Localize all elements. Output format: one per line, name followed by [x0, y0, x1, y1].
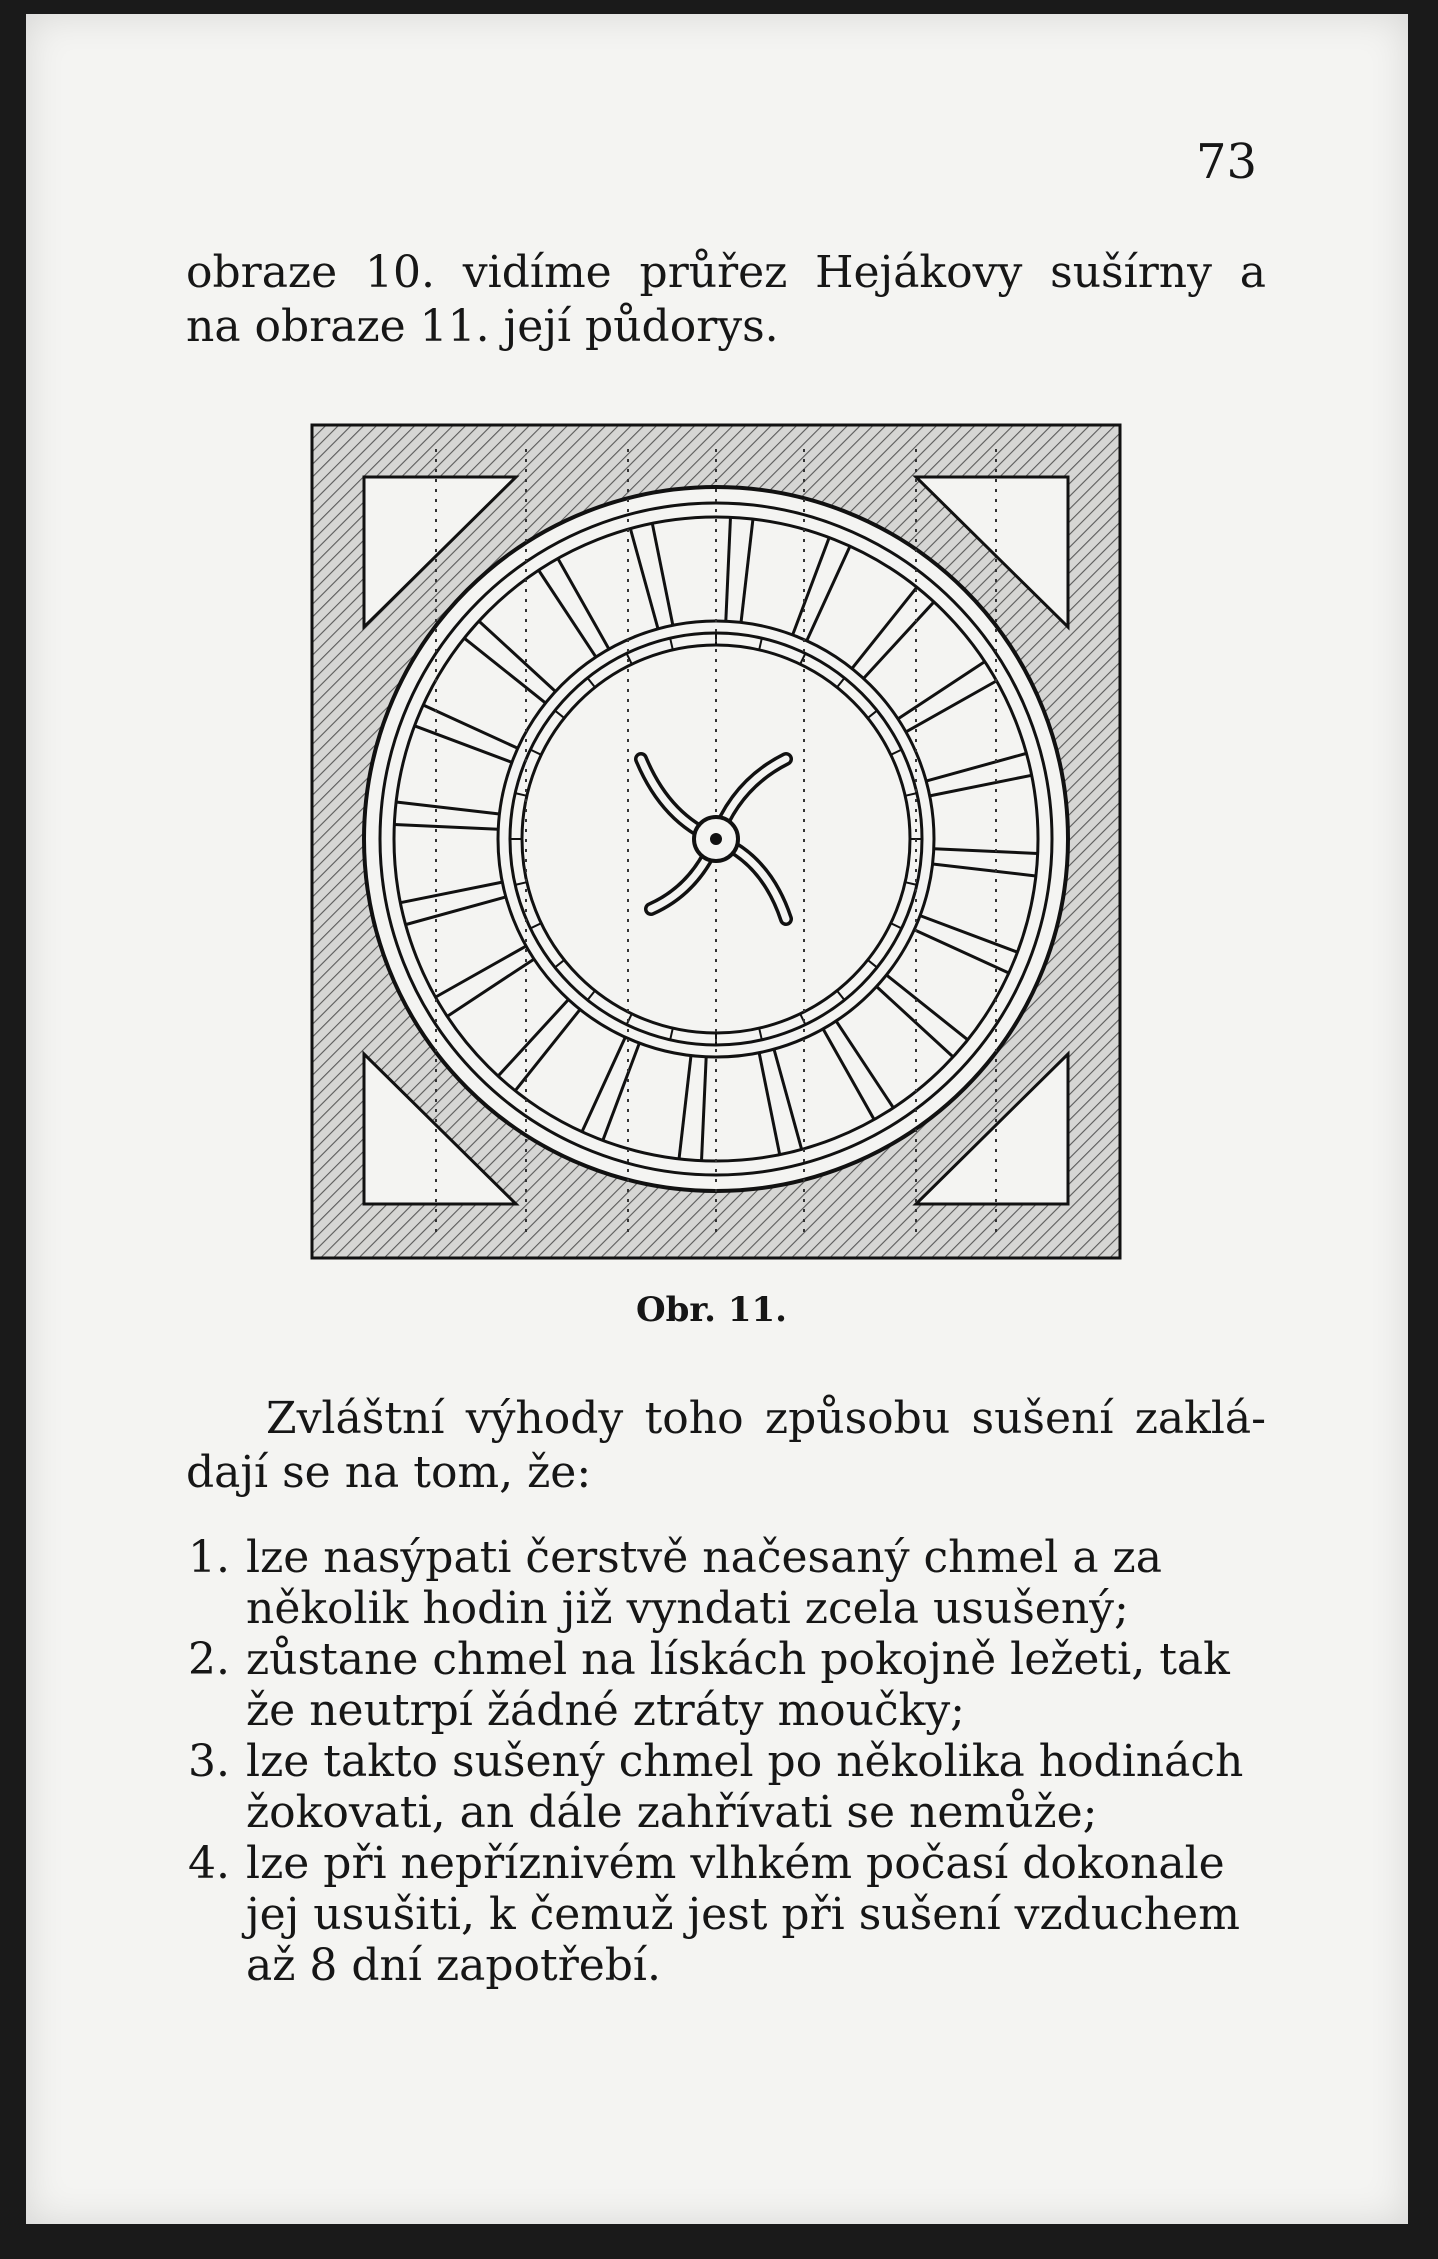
lead-line-1: Zvláštní výhody toho způsobu sušení zaklá-: [266, 1393, 1266, 1444]
list-item-text: lze takto sušený chmel po několika hodinách žokovati, an dále zahřívati se nemůže;: [246, 1736, 1244, 1838]
figure-caption: Obr. 11.: [636, 1290, 788, 1330]
list-item: [186, 1634, 1276, 1736]
list-item-text: lze při nepříznivém vlhkém počasí dokonale jej usušiti, k čemuž jest při sušení vzduchem až 8 dní zapotřebí.: [246, 1838, 1240, 1991]
list-item: [186, 1736, 1276, 1838]
list-item-number: 3.: [188, 1736, 230, 1787]
list-item-number: 2.: [188, 1634, 230, 1685]
advantages-list: [186, 1532, 1276, 1991]
book-page: [26, 14, 1408, 2224]
list-item: [186, 1532, 1276, 1634]
intro-line-2: na obraze 11. její půdorys.: [186, 301, 779, 352]
dryer-floor-plan-drawing: [306, 419, 1126, 1264]
list-item-number: 4.: [188, 1838, 230, 1889]
page-number: 73: [1196, 134, 1258, 190]
lead-line-2: dají se na tom, že:: [186, 1447, 592, 1498]
list-item: [186, 1838, 1276, 1991]
list-item-text: zůstane chmel na lískách pokojně ležeti, tak že neutrpí žádné ztráty moučky;: [246, 1634, 1230, 1736]
lead-paragraph: [186, 1392, 1266, 1500]
figure-floor-plan: [306, 419, 1126, 1264]
intro-paragraph: [186, 246, 1266, 354]
list-item-number: 1.: [188, 1532, 230, 1583]
list-item-text: lze nasýpati čerstvě načesaný chmel a za několik hodin již vyndati zcela usušený;: [246, 1532, 1162, 1634]
intro-line-1: obraze 10. vidíme průřez Hejákovy sušírny a: [186, 247, 1266, 298]
